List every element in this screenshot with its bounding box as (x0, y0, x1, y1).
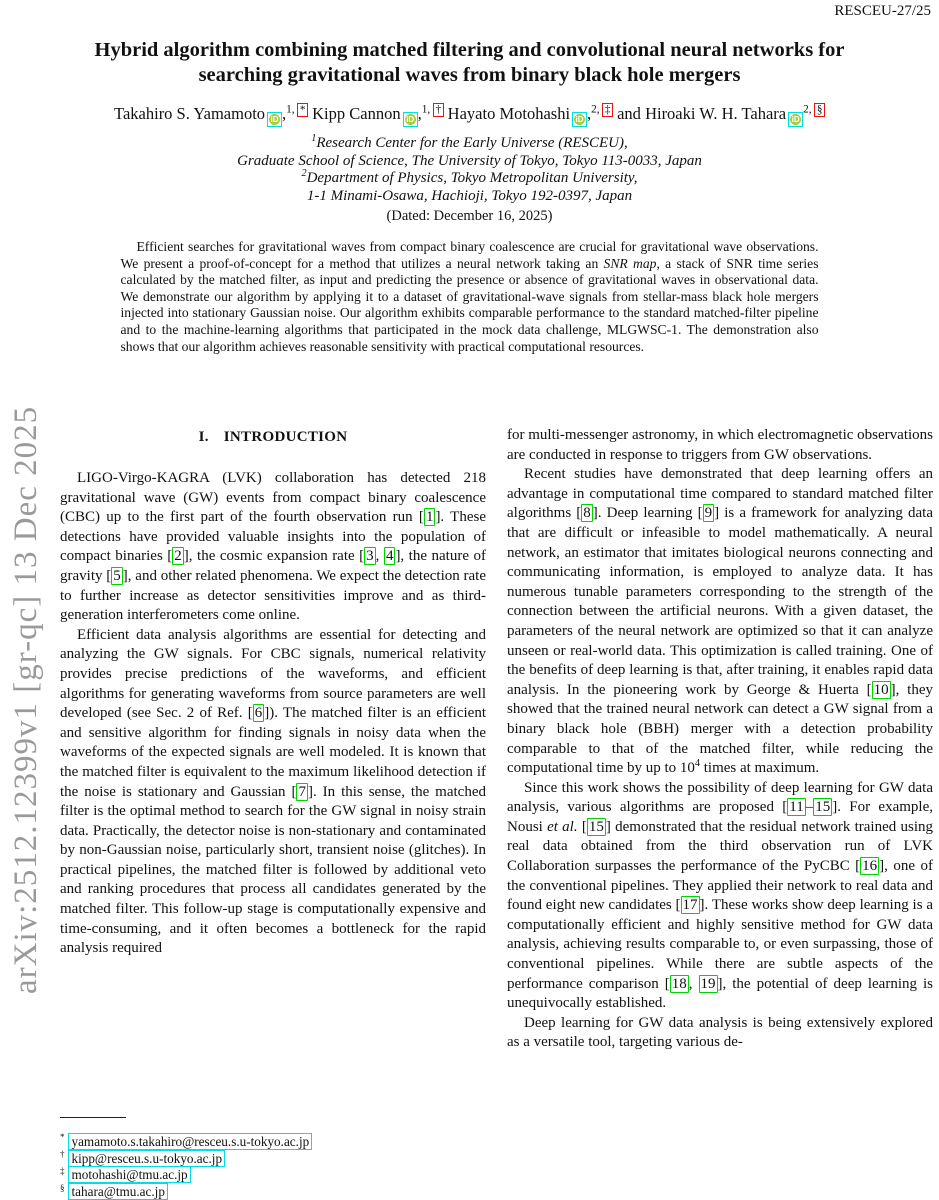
footnote-list (60, 1134, 486, 1200)
citation-link[interactable]: 4 (385, 548, 394, 565)
author-affiliation-ref: 2, § (803, 103, 825, 117)
author-name: Kipp Cannon (312, 104, 401, 123)
text-run: ] demonstrated that the residual network trained using real data obtained from the third observation run of LVK Collaboration surpasses the performance of the PyCBC [ (507, 818, 933, 875)
author-name: Hayato Motohashi (447, 104, 571, 123)
text-run: ]. Deep learning [ (592, 505, 703, 522)
text-run: ] is a framework for analyzing data that are difficult or infeasible to model mathematically. A neural network, an estimator that imitates biological neurons connecting and communicating information, is employed to analyze data. It has numerous tunable parameters corresponding to the strength of the connection between the artificial neurons. With a given dataset, the parameters of the neural network are optimized so that it can analyze unseen or real-world data. This optimization is called training. One of the benefits of deep learning is that, after training, it enables rapid data analysis. In the pioneering work by George & Huerta [ (507, 505, 933, 698)
orcid-circle: iD (575, 115, 584, 124)
abstract (121, 239, 819, 355)
text-run: ], and other related phenomena. We expect the detection rate to further increase as detector sensitivities improve and as third-generation interferometers come online. (60, 567, 486, 624)
author: Kipp Cannon iD ,$^{1, \dagger}$ (312, 104, 448, 123)
paragraph (60, 626, 486, 959)
citation-link[interactable]: 18 (671, 975, 687, 992)
author-affiliation-ref: 2, ‡ (591, 103, 613, 117)
author-affiliation-ref: 1, * (286, 103, 308, 117)
citation-link[interactable]: 17 (682, 897, 698, 914)
text-run: , (688, 975, 699, 992)
text-run: ], one of the conventional pipelines. They applied their network to real data and found eight new candidates [ (507, 858, 933, 914)
author-name: Takahiro S. Yamamoto (114, 104, 266, 123)
footnote-rule (60, 1117, 126, 1118)
affiliation-line: $^1$Research Center for the Early Universe (RESCEU), (311, 133, 628, 151)
affiliation-number: 2 (301, 168, 307, 179)
footnote-marker-link[interactable]: † (433, 103, 444, 117)
citation-link[interactable]: 11 (789, 799, 804, 816)
affiliation-line: Graduate School of Science, The University of Tokyo, Tokyo 113-0033, Japan (237, 152, 702, 169)
text-run: Recent studies have demonstrated that deep learning offers an advantage in computational time compared to standard matched filter algorithms [ (507, 466, 933, 522)
paragraph (60, 469, 486, 626)
citation-link[interactable]: 2 (174, 548, 182, 565)
text-run: , (375, 548, 384, 565)
orcid-icon[interactable] (572, 112, 587, 127)
text-run: for multi-messenger astronomy, in which electromagnetic observations are conducted in response to triggers from GW observations. (507, 427, 933, 463)
footnote (60, 1184, 486, 1200)
affiliations (0, 135, 939, 205)
text-run: ]. These works show deep learning is a computationally efficient and highly sensitive method for GW data analysis, achieving results comparable to, or even surpassing, those of conventional pipelines. While there are subtle aspects of the performance comparison [ (507, 897, 933, 992)
author: and Hiroaki W. H. Tahara $iD^{2, \S}$ (617, 104, 825, 123)
text-run: Deep learning for GW data analysis is being extensively explored as a versatile tool, targeting various de- (507, 1014, 933, 1051)
text-run: – (805, 799, 814, 816)
citation-link[interactable]: 19 (700, 975, 716, 992)
orcid-circle: iD (406, 115, 415, 124)
text-run: [ (577, 818, 587, 835)
orcid-icon[interactable] (267, 112, 282, 127)
affiliation-number: 1 (311, 133, 317, 144)
citation-link[interactable]: 15 (815, 799, 831, 816)
email-link[interactable]: motohashi@tmu.ac.jp (68, 1166, 190, 1183)
footnote-marker-link[interactable]: ‡ (602, 103, 613, 117)
text-run: , a stack of SNR time series calculated by the matched filter, as input and predicting the presence or absence of gravitational waves in observational data. We demonstrate our algorithm by applying it to a dataset of gravitational-wave signals from stellar-mass black hole mergers injected into stationary Gaussian noise. Our algorithm exhibits comparable performance to the standard matched-filter pipeline and to the machine-learning algorithms that participated in the mock data challenge, MLGWSC-1. The demonstration also shows that our algorithm achieves reasonable sensitivity with practical computational resources. (120, 255, 819, 354)
footnote (60, 1151, 486, 1168)
footnote-marker: † (60, 1149, 65, 1160)
section-title: INTRODUCTION (223, 429, 348, 445)
footnote-marker: ‡ (60, 1166, 65, 1177)
orcid-icon[interactable] (788, 112, 803, 127)
text-run: ]. For example, Nousi (507, 799, 933, 835)
citation-link[interactable]: 6 (254, 705, 263, 722)
paragraph (507, 465, 933, 779)
author-affiliation-ref: 1, † (422, 103, 444, 117)
citation-link[interactable]: 9 (704, 505, 713, 522)
section-heading (60, 429, 486, 446)
citation-link[interactable]: 10 (873, 681, 889, 698)
orcid-circle: iD (270, 115, 279, 124)
footnote-area (60, 1117, 486, 1200)
superscript-text: 4 (694, 758, 700, 770)
right-column-text (507, 426, 933, 1053)
text-run: ], the nature of gravity [ (60, 548, 486, 584)
paper-title: Hybrid algorithm combining matched filtering and convolutional neural networks for searching gravitational waves from binary black hole mergers (94, 39, 845, 86)
citation-link[interactable]: 3 (366, 548, 374, 565)
text-run: ], the cosmic expansion rate [ (183, 548, 365, 565)
author-line (0, 104, 939, 127)
text-run: Efficient data analysis algorithms are essential for detecting and analyzing the GW signals. For CBC signals, numerical relativity provides precise predictions of the waveforms, and efficient algorithms for generating waveforms from source parameters are well developed (see Sec. 2 of Ref. [ (60, 626, 486, 722)
report-number: RESCEU-27/25 (834, 3, 931, 19)
citation-link[interactable]: 7 (298, 783, 306, 800)
text-run: times at maximum. (699, 760, 820, 777)
citation-link[interactable]: 1 (425, 509, 434, 526)
email-link[interactable]: tahara@tmu.ac.jp (68, 1183, 167, 1200)
column-right (507, 425, 933, 1200)
text-run: ], they showed that the trained neural network can detect a GW signal from a binary black hole (BBH) merger with a detection probability comparable to that of the matched filter, while reducing the computational time by up to 10 (507, 681, 933, 777)
orcid-circle: iD (791, 115, 800, 124)
arxiv-watermark: arXiv:2512.12399v1 [gr-qc] 13 Dec 2025 (8, 405, 44, 994)
footnote (60, 1134, 486, 1151)
text-run: ]). The matched filter is an efficient and sensitive algorithm for finding signals in noisy data when the waveforms of the expected signals are well modeled. It is known that the matched filter is equivalent to the maximum likelihood detection if the noise is stationary and Gaussian [ (60, 705, 486, 800)
email-link[interactable]: yamamoto.s.takahiro@resceu.s.u-tokyo.ac.jp (68, 1133, 312, 1150)
paragraph (507, 779, 933, 1014)
citation-link[interactable]: 8 (583, 505, 591, 522)
text-run: Efficient searches for gravitational waves from compact binary coalescence are crucial for gravitational wave observations. We present a proof-of-concept for a method that utilizes a neural network taking an (120, 239, 819, 271)
author-name: Hiroaki W. H. Tahara (645, 104, 787, 123)
footnote-marker: § (60, 1182, 65, 1193)
italic-text: et al. (547, 818, 578, 835)
affiliation-line: 1-1 Minami-Osawa, Hachioji, Tokyo 192-0397, Japan (306, 187, 633, 204)
column-left (60, 425, 486, 1200)
footnote (60, 1167, 486, 1184)
citation-link[interactable]: 15 (588, 818, 604, 835)
citation-link[interactable]: 5 (113, 567, 121, 584)
text-run: LIGO-Virgo-KAGRA (LVK) collaboration has detected 218 gravitational wave (GW) events from compact binary coalescence (CBC) up to the first part of the fourth observation run [ (60, 470, 486, 526)
text-run: ]. These detections have provided valuable insights into the population of compact binaries [ (60, 509, 486, 565)
italic-text: SNR map (603, 255, 657, 271)
text-run: ], the potential of deep learning is unequivocally established. (507, 975, 933, 1012)
date-line: (Dated: December 16, 2025) (386, 208, 553, 224)
section-number: I. (198, 429, 209, 445)
footnote-marker: * (60, 1132, 65, 1143)
affiliation-line: $^2$Department of Physics, Tokyo Metropolitan University, (301, 168, 638, 186)
paragraph (507, 1014, 933, 1053)
author: Hayato Motohashi iD ,$^{2, \ddagger}$ (448, 104, 617, 123)
text-run: Since this work shows the possibility of deep learning for GW data analysis, various algorithms are proposed [ (507, 779, 933, 816)
citation-link[interactable]: 16 (862, 858, 878, 875)
body-columns (60, 425, 933, 1200)
footnote-marker-link[interactable]: § (814, 103, 825, 117)
text-run: ]. In this sense, the matched filter is the optimal method to search for the GW signal in noisy strain data. Practically, the detector noise is non-stationary and contaminated by non-Gaussian noise, particularly short, transient noise (glitches). In practical pipelines, the matched filter is followed by additional veto and ranking procedures that process all candidates generated by the matched filter. This follow-up stage is computationally expensive and time-consuming, and it often becomes a bottleneck for the rapid analysis required (60, 783, 486, 957)
orcid-icon[interactable] (403, 112, 418, 127)
email-link[interactable]: kipp@resceu.s.u-tokyo.ac.jp (68, 1150, 225, 1167)
footnote-marker-link[interactable]: * (297, 103, 308, 117)
author: Takahiro S. Yamamoto iD ,$^{1, *}$ (114, 104, 312, 123)
left-column-text (60, 469, 486, 959)
paragraph (507, 426, 933, 465)
